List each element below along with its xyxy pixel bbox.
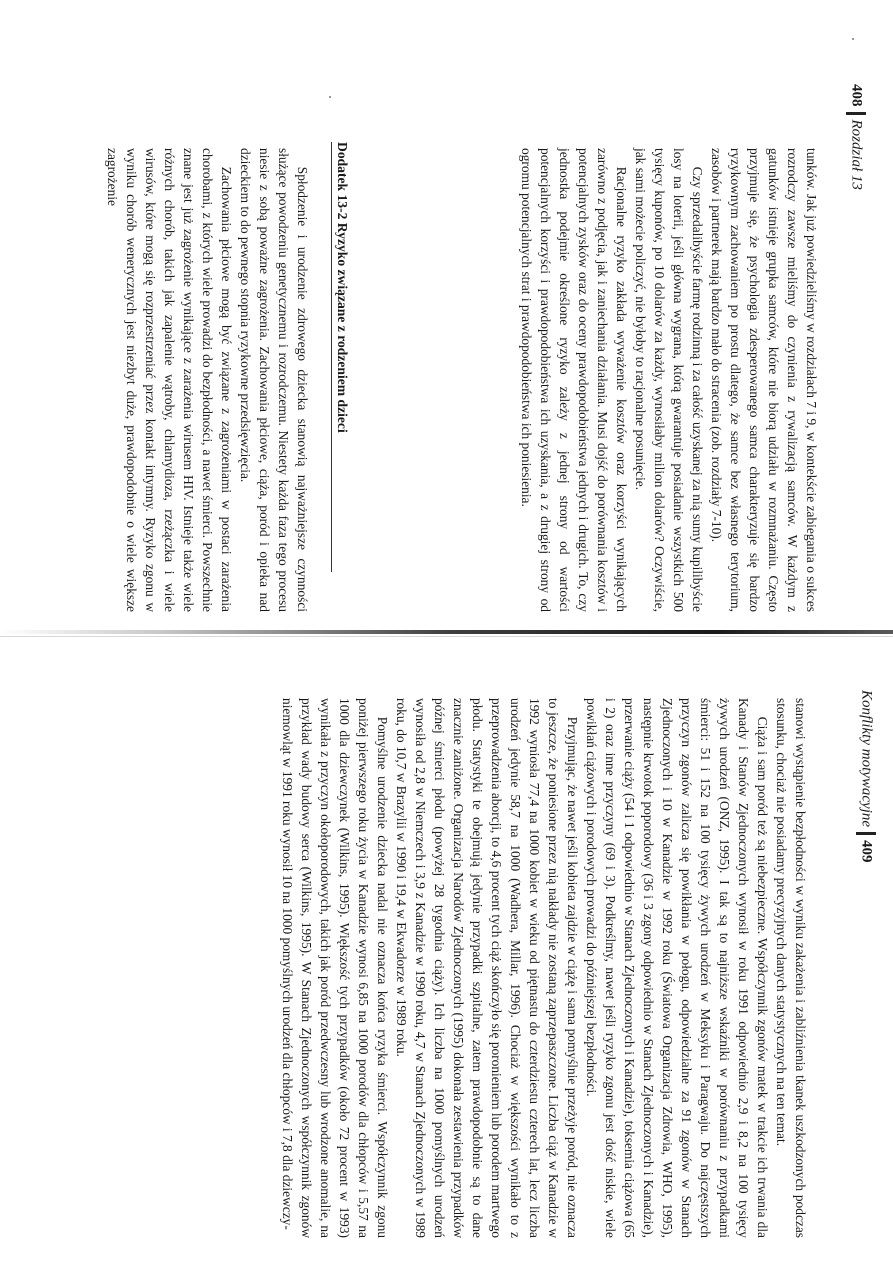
right-paragraph: Pomyślne urodzenie dziecka nadal nie oznacza końca ryzyka śmierci. Współczynnik zgonu poniżej pierwszego roku życia w Kanadzie wynosi 6,85 na 1000 porodów dla chłopców i 5,57 na 1000 dla dziewczynek (Wilkins, 1995). Większość tych przypadków (około 72 procent w 1993) wynikała z przyczyn okołoporodowych, takich jak poród przedwczesny lub wrodzone anomalie, na przykład wady budowy serca (Wilkins, 1995). W Stanach Zjednoczonych współczynnik zgonów niemowląt w 1991 roku wynosił 10 na 1000 pomyślnych urodzeń dla chłopców i 7,8 dla dziewczy- — [280, 698, 390, 1238]
left-box-paragraph: Zachowania płciowe mogą być związane z zagrożeniami w postaci zarażenia chorobami, z których wiele prowadzi do bezpłodności, a nawet śmierci. Powszechnie znane jest już zagrożenie wynikające z zarażenia wirusem HIV. Istnieje także wiele różnych chorób, takich jak zapalenie wątroby, chlamydioza, rzeżączka i wiele wirusów, które mogą się rozprzestrzeniać przez kontakt intymny. Ryzyko zgonu w wyniku chorób wenerycznych jest niezbyt duże, prawdopodobnie o wiele większe zagrożenie — [105, 148, 234, 612]
right-page-number: 409 — [858, 840, 875, 863]
left-box-paragraph: Spłodzenie i urodzenie zdrowego dziecka stanowią najważniejsze czynności służące powodzeniu genetycznemu i rozrodczemu. Niestety każda faza tego procesu niesie z sobą poważne zagrożenia. Zachowania płciowe, ciąża, poród i opieka nad dzieckiem to do pewnego stopnia ryzykowne przedsięwzięcia. — [238, 148, 310, 612]
left-paragraph: Czy sprzedalibyście farmę rodzinną i za całość uzyskanej za nią sumy kupilibyście losy na loterii, jeśli główna wygrana, którą gwarantuje posiadanie wszystkich 500 tysięcy kuponów, po 10 dolarów za każdy, wynosiłaby milion dolarów? Oczywiście, jak sami możecie policzyć, nie byłoby to racjonalne posunięcie. — [633, 148, 705, 612]
book-spine-shadow — [0, 630, 893, 634]
heading-underline — [331, 142, 332, 572]
right-running-title: Konflikty motywacyjne — [858, 690, 875, 828]
left-box-text — [103, 148, 312, 612]
right-running-head — [856, 690, 876, 863]
scan-speck — [852, 38, 854, 40]
left-page-number: 408 — [848, 84, 865, 107]
left-chapter-title: Rozdział 13 — [848, 119, 865, 190]
right-body-text — [278, 698, 810, 1238]
right-paragraph: Ciąża i sam poród też są niebezpieczne. Współczynnik zgonów matek w trakcie ich trwania dla Kanady i Stanów Zjednoczonych wynosił w roku 1991 odpowiednio 2,9 i 8,2 na 100 tysięcy żywych urodzeń (ONZ, 1995). I tak są to najniższe wskaźniki w porównaniu z przypadkami śmierci: 51 i 152 na 100 tysięcy żywych urodzeń w Meksyku i Paragwaju. Do najczęstszych przyczyn zgonów zalicza się powikłania w połogu, odpowiedzialne za 91 zgonów w Stanach Zjednoczonych i 10 w Kanadzie w 1992 roku (Światowa Organizacja Zdrowia, WHO, 1995), następnie krwotok poporodowy (36 i 3 zgony odpowiednio w Stanach Zjednoczonych i Kanadzie), przerwanie ciąży (54 i 1 odpowiednio w Stanach Zjednoczonych i Kanadzie), toksemia ciążowa (65 i 2) oraz inne przyczyny (69 i 3). Podkreślmy, nawet jeśli ryzyko zgonu jest dość niskie, wiele powikłań ciążowych i porodowych prowadzi do późniejszej bezpłodności. — [584, 698, 770, 1238]
book-spine-edge — [0, 636, 893, 637]
left-paragraph: tunków. Jak już powiedzieliśmy w rozdziałach 7 i 9, w kontekście zabiegania o sukces rozrodczy zawsze mieliśmy do czynienia z rywalizacją samców. W każdym z gatunków istnieje grupka samców, które nie biorą udziału w rozmnażaniu. Często przyjmuje się, że psychologia zdesperowanego samca charakteryzuje się bardzo ryzykownym zachowaniem po prostu dlatego, że samce bez własnego terytorium, zasobów i partnerek mają bardzo mało do stracenia (zob. rozdziały 7-10). — [709, 148, 819, 612]
left-paragraph: Racjonalne ryzyko zakłada wyważenie kosztów oraz korzyści wynikających zarówno z podjęcia, jak i zaniechania działania. Musi dojść do porównania kosztów i potencjalnych zysków oraz do oceny prawdopodobieństwa jednych i drugich. To, czy jednostka podejmie określone ryzyko zależy z jednej strony od wartości potencjalnych korzyści i prawdopodobieństwa ich uzyskania, a z drugiej strony od ogromu potencjalnych strat i prawdopodobieństwa ich poniesienia. — [519, 148, 629, 612]
header-rule — [846, 112, 866, 115]
header-rule — [856, 832, 876, 835]
box-heading: Dodatek 13-2 Ryzyko związane z rodzeniem dzieci — [335, 142, 350, 433]
scan-speck — [329, 96, 331, 98]
left-running-head — [846, 84, 866, 190]
right-paragraph: Przyjmując, że nawet jeśli kobieta zajdzie w ciążę i sama pomyślnie przeżyje poród, nie oznacza to jeszcze, że poniesione przez nią nakłady nie zostaną zaprzepaszczone. Liczba ciąż w Kanadzie w 1992 wyniosła 77,4 na 1000 kobiet w wieku od piętnastu do czterdziestu czterech lat, lecz liczba urodzeń jedynie 58,7 na 1000 (Wadhera, Millar, 1996). Chociaż w większości wynikało to z przeprowadzenia aborcji, to 4,6 procent tych ciąż skończyło się poronieniem lub porodem martwego płodu. Statystyki te obejmują jedynie przypadki szpitalne, zatem prawdopodobnie są to dane znacznie zaniżone. Organizacja Narodów Zjednoczonych (1995) dokonała zestawienia przypadków późnej śmierci płodu (powyżej 28 tygodnia ciąży). Ich liczba na 1000 pomyślnych urodzeń wynosiła od 2,8 w Niemczech i 3,9 z Kanadzie w 1990 roku, 4,7 w Stanach Zjednoczonych w 1989 roku, do 10,7 w Brazylii w 1990 i 19,4 w Ekwadorze w 1989 roku. — [394, 698, 580, 1238]
left-body-text — [517, 148, 821, 612]
right-paragraph: stanowi wystąpienie bezpłodności w wyniku zakażenia i zabliźnienia tkanek uszkodzonych podczas stosunku, chociaż nie posiadamy precyzyjnych danych statystycznych na ten temat. — [774, 698, 808, 1238]
